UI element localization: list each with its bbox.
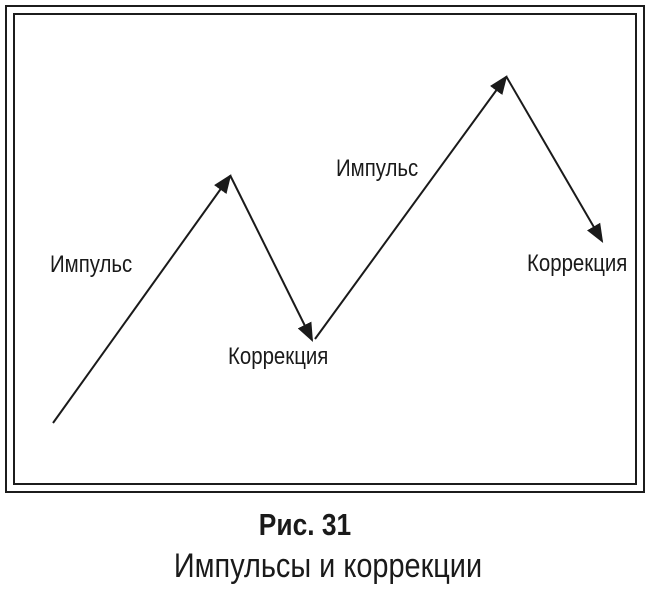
figure-title: Импульсы и коррекции [173, 547, 483, 585]
impulse-1-line [53, 176, 230, 423]
correction-1-line [230, 175, 312, 340]
impulse-1-label: Импульс [50, 251, 133, 278]
figure-number: Рис. 31 [258, 507, 352, 542]
correction-2-line [506, 76, 602, 241]
correction-1-label: Коррекция [228, 343, 329, 370]
impulse-2-label: Импульс [336, 155, 419, 182]
correction-2-label: Коррекция [527, 250, 628, 277]
impulse-2-line [315, 77, 506, 339]
